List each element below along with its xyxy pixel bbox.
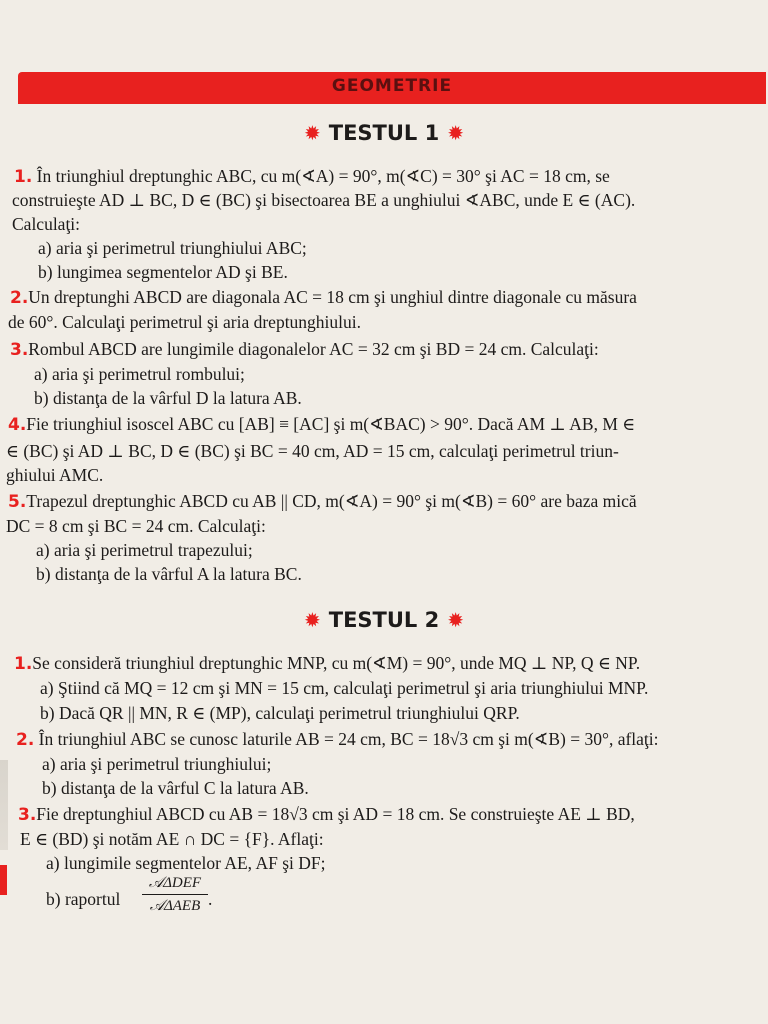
- exercise-4-line: [8, 413, 635, 436]
- exercise-number: 2.: [16, 730, 35, 750]
- exercise-text: Calculaţi:: [12, 214, 81, 234]
- exercise-text: b) distanţa de la vârful C la latura AB.: [42, 778, 309, 798]
- exercise-number: 4.: [8, 415, 27, 435]
- exercise-5-line: [8, 490, 637, 513]
- exercise-text: a) aria şi perimetrul triunghiului ABC;: [38, 238, 307, 258]
- flower-icon: ✹: [303, 121, 321, 145]
- exercise-text: Trapezul dreptunghic ABCD cu AB || CD, m(∢A) = 90° şi m(∢B) = 60° are baza mică: [26, 491, 637, 511]
- exercise-text: ghiului AMC.: [6, 465, 104, 485]
- exercise-text: Rombul ABCD are lungimile diagonalelor AC = 32 cm şi BD = 24 cm. Calculaţi:: [28, 339, 599, 359]
- exercise-text: Fie triunghiul isoscel ABC cu [AB] ≡ [AC] şi m(∢BAC) > 90°. Dacă AM ⊥ AB, M ∈: [26, 414, 636, 434]
- exercise-text: Se consideră triunghiul dreptunghic MNP, cu m(∢M) = 90°, unde MQ ⊥ NP, Q ∈ NP.: [32, 653, 641, 673]
- exercise-subitem: [46, 852, 326, 874]
- exercise-text: În triunghiul ABC se cunosc laturile AB = 24 cm, BC = 18√3 cm şi m(∢B) = 30°, aflaţi:: [38, 729, 659, 749]
- exercise-2-line: [10, 286, 637, 309]
- exercise-subitem: [46, 888, 120, 910]
- exercise-text: În triunghiul dreptunghic ABC, cu m(∢A) = 90°, m(∢C) = 30° şi AC = 18 cm, se: [36, 166, 610, 186]
- flower-icon: ✹: [303, 608, 321, 632]
- flower-icon: ✹: [447, 608, 464, 632]
- test-1-title: TESTUL 1: [328, 121, 440, 145]
- exercise-text: b) raportul: [46, 889, 121, 909]
- page-edge-marker: [0, 865, 7, 895]
- exercise-line: [8, 311, 361, 333]
- exercise-text: b) lungimea segmentelor AD şi BE.: [38, 262, 288, 282]
- exercise-subitem: [38, 261, 288, 283]
- exercise-number: 3.: [10, 340, 29, 360]
- exercise-line: [6, 515, 266, 537]
- exercise-text: DC = 8 cm şi BC = 24 cm. Calculaţi:: [6, 516, 266, 536]
- fraction-numerator: 𝒜ΔDEF: [148, 875, 202, 891]
- chapter-banner: [18, 72, 766, 104]
- flower-icon: ✹: [447, 121, 464, 145]
- exercise-subitem: [34, 363, 245, 385]
- page-edge-label: [0, 760, 8, 850]
- exercise-number: 1.: [14, 654, 33, 674]
- exercise-text: a) aria şi perimetrul rombului;: [34, 364, 245, 384]
- exercise-number: 1.: [14, 167, 33, 187]
- exercise-text: E ∈ (BD) şi notăm AE ∩ DC = {F}. Aflaţi:: [20, 829, 324, 849]
- exercise-text: a) aria şi perimetrul trapezului;: [36, 540, 253, 560]
- test-2-header: [0, 608, 768, 632]
- area-ratio-fraction: [142, 874, 208, 915]
- exercise-subitem: [36, 563, 302, 585]
- test-2-title: TESTUL 2: [328, 608, 440, 632]
- exercise-text: a) lungimile segmentelor AE, AF şi DF;: [46, 853, 326, 873]
- exercise-text: b) distanţa de la vârful D la latura AB.: [34, 388, 302, 408]
- exercise-text: Un dreptunghi ABCD are diagonala AC = 18 cm şi unghiul dintre diagonale cu măsura: [28, 287, 637, 307]
- chapter-title: GEOMETRIE: [331, 76, 453, 96]
- exercise-line: [6, 464, 103, 486]
- exercise-text: b) Dacă QR || MN, R ∈ (MP), calculaţi perimetrul triunghiului QRP.: [40, 703, 520, 723]
- fraction-bar: [142, 894, 208, 895]
- exercise-number: 3.: [18, 805, 37, 825]
- exercise-subitem: [36, 539, 253, 561]
- exercise-subitem: [42, 777, 309, 799]
- fraction-denominator: 𝒜ΔAEB: [149, 898, 201, 914]
- exercise-text: construieşte AD ⊥ BC, D ∈ (BC) şi bisectoarea BE a unghiului ∢ABC, unde E ∈ (AC).: [12, 190, 636, 210]
- exercise-text: Fie dreptunghiul ABCD cu AB = 18√3 cm şi AD = 18 cm. Se construieşte AE ⊥ BD,: [36, 804, 635, 824]
- test-1-header: [0, 121, 768, 145]
- exercise-subitem: [42, 753, 271, 775]
- exercise-subitem: [38, 237, 307, 259]
- exercise-text: ∈ (BC) şi AD ⊥ BC, D ∈ (BC) şi BC = 40 cm, AD = 15 cm, calculaţi perimetrul triun-: [6, 441, 619, 461]
- exercise-subitem: [40, 677, 648, 699]
- exercise-number: 2.: [10, 288, 29, 308]
- exercise-line: [12, 189, 635, 211]
- exercise-1-line: [14, 165, 610, 188]
- exercise-2-line: [16, 728, 659, 751]
- exercise-number: 5.: [8, 492, 27, 512]
- exercise-subitem: [40, 702, 520, 724]
- exercise-line: [6, 440, 619, 462]
- exercise-line: [12, 213, 80, 235]
- exercise-text: a) Ştiind că MQ = 12 cm şi MN = 15 cm, calculaţi perimetrul şi aria triunghiului MNP.: [40, 678, 649, 698]
- exercise-text: a) aria şi perimetrul triunghiului;: [42, 754, 272, 774]
- exercise-3-line: [10, 338, 599, 361]
- exercise-3-line: [18, 803, 635, 826]
- exercise-line: [20, 828, 324, 850]
- exercise-1-line: [14, 652, 640, 675]
- fraction-suffix: .: [208, 889, 213, 909]
- exercise-text: de 60°. Calculaţi perimetrul şi aria dreptunghiului.: [8, 312, 362, 332]
- exercise-subitem: [34, 387, 302, 409]
- exercise-text: b) distanţa de la vârful A la latura BC.: [36, 564, 302, 584]
